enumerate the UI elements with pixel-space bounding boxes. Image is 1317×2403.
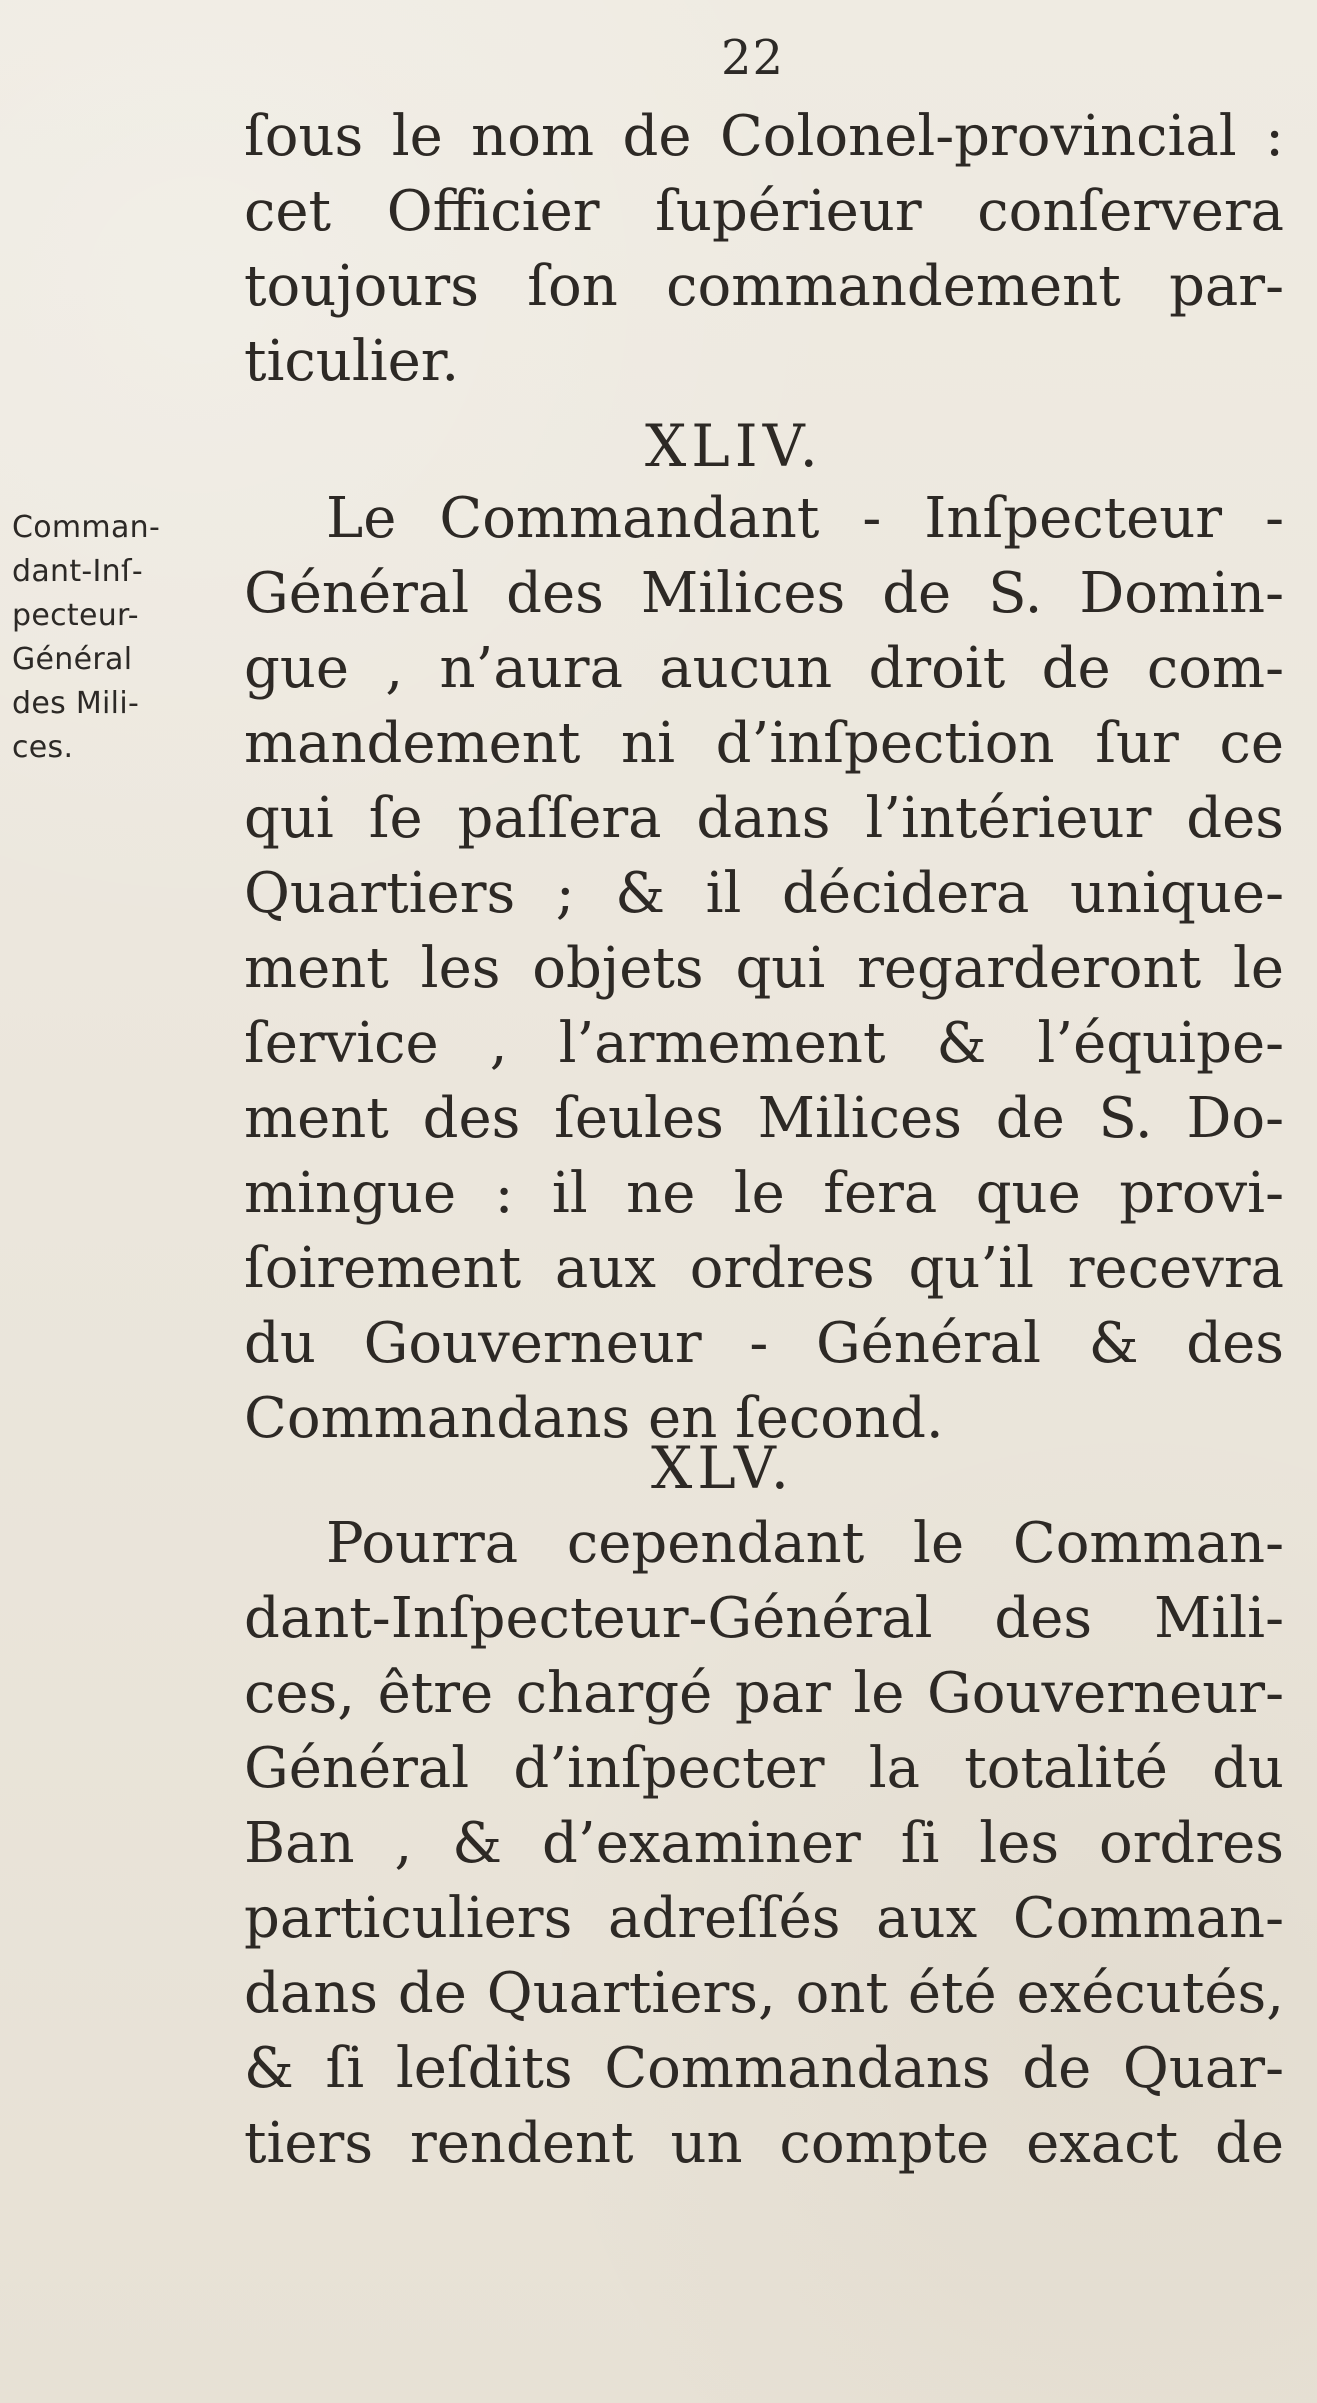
- section-45-line-8: & ſi leſdits Commandans de Quar-: [244, 2036, 1284, 2101]
- section-44-line-1: Le Commandant - Inſpecteur -: [326, 486, 1284, 551]
- section-44-line-2: Général des Milices de S. Domin-: [244, 561, 1284, 626]
- section-45-line-1: Pourra cependant le Comman-: [326, 1511, 1284, 1576]
- margin-note-line-5: des Mili-: [12, 686, 140, 721]
- margin-note-line-3: pecteur-: [12, 598, 139, 633]
- intro-line-2: cet Officier ſupérieur conſervera: [244, 179, 1284, 244]
- section-45-line-9: tiers rendent un compte exact de: [244, 2111, 1284, 2176]
- section-44-line-6: Quartiers ; & il décidera unique-: [244, 861, 1284, 926]
- section-44-line-5: qui ſe paſſera dans l’intérieur des: [244, 786, 1284, 851]
- section-45-line-6: particuliers adreſſés aux Comman-: [244, 1886, 1284, 1951]
- margin-note-line-1: Comman-: [12, 510, 161, 545]
- section-45-line-2: dant-Inſpecteur-Général des Mili-: [244, 1586, 1284, 1651]
- section-44-line-10: mingue : il ne le fera que provi-: [244, 1161, 1284, 1226]
- section-44-margin-note: [12, 506, 186, 770]
- section-44-line-9: ment des ſeules Milices de S. Do-: [244, 1086, 1284, 1151]
- section-45-line-7: dans de Quartiers, ont été exécutés,: [244, 1961, 1284, 2026]
- margin-note-line-4: Général: [12, 642, 133, 677]
- intro-paragraph: [244, 99, 1284, 399]
- section-44-heading: XLIV.: [645, 412, 823, 480]
- section-44-line-12: du Gouverneur - Général & des: [244, 1311, 1284, 1376]
- section-45-heading: XLV.: [651, 1434, 795, 1502]
- intro-line-3: toujours ſon commandement par-: [244, 254, 1284, 319]
- margin-note-line-2: dant-Inſ-: [12, 554, 143, 589]
- section-44-line-11: ſoirement aux ordres qu’il recevra: [244, 1236, 1284, 1301]
- section-44-line-4: mandement ni d’inſpection ſur ce: [244, 711, 1284, 776]
- section-45-paragraph: [244, 1506, 1284, 2181]
- section-44-line-13: Commandans en ſecond.: [244, 1386, 944, 1451]
- intro-line-1: ſous le nom de Colonel-provincial :: [244, 104, 1284, 169]
- section-45-line-4: Général d’inſpecter la totalité du: [244, 1736, 1284, 1801]
- section-44-line-3: gue , n’aura aucun droit de com-: [244, 636, 1284, 701]
- section-44-line-7: ment les objets qui regarderont le: [244, 936, 1284, 1001]
- page-number: 22: [721, 30, 785, 86]
- margin-note-line-6: ces.: [12, 730, 74, 765]
- section-45-line-3: ces, être chargé par le Gouverneur-: [244, 1661, 1284, 1726]
- intro-line-4: ticulier.: [244, 329, 460, 394]
- section-45-line-5: Ban , & d’examiner ſi les ordres: [244, 1811, 1284, 1876]
- section-44-line-8: ſervice , l’armement & l’équipe-: [244, 1011, 1284, 1076]
- section-44-paragraph: [244, 481, 1284, 1456]
